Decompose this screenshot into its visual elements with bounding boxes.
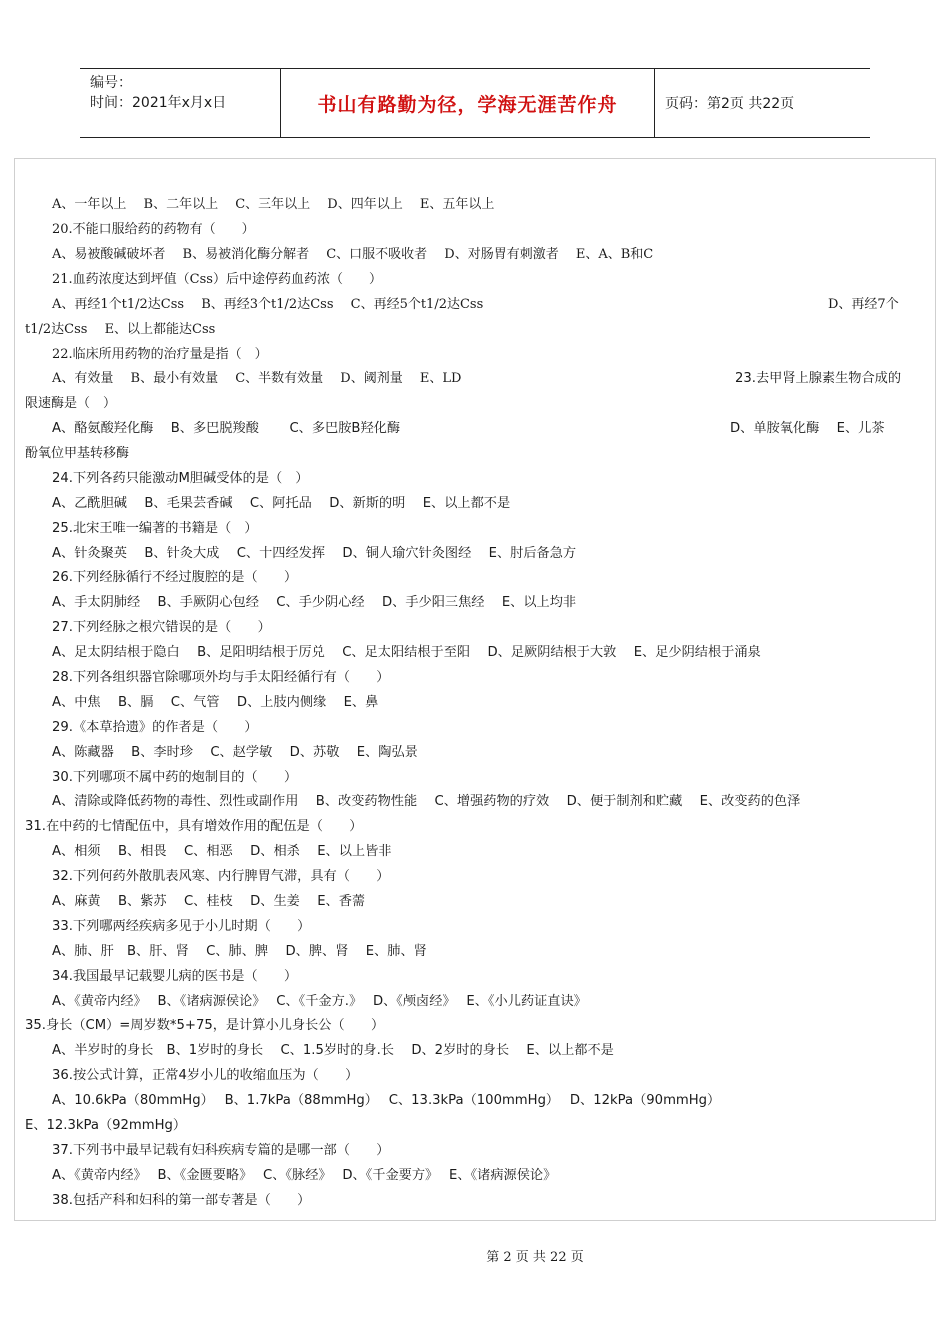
content-frame bbox=[14, 158, 936, 1221]
text-line: E、12.3kPa（92mmHg） bbox=[25, 1118, 187, 1133]
text-line: A、麻黄 B、紫苏 C、桂枝 D、生姜 E、香薷 bbox=[52, 894, 366, 909]
text-line: A、易被酸碱破坏者 B、易被消化酶分解者 C、口服不吸收者 D、对肠胃有刺激者 E、A、B和C bbox=[52, 247, 654, 262]
text-line: A、有效量 B、最小有效量 C、半数有效量 D、阈剂量 E、LD bbox=[52, 371, 462, 386]
text-line: t1/2达Css E、以上都能达Css bbox=[25, 322, 216, 337]
text-line: A、乙酰胆碱 B、毛果芸香碱 C、阿托品 D、新斯的明 E、以上都不是 bbox=[52, 496, 511, 511]
page-footer: 第 2 页 共 22 页 bbox=[486, 1250, 584, 1265]
text-line: A、《黄帝内经》 B、《诸病源侯论》 C、《千金方.》 D、《颅卤经》 E、《小儿药证直诀》 bbox=[52, 994, 587, 1009]
text-line: 36.按公式计算，正常4岁小儿的收缩血压为（ ） bbox=[52, 1068, 359, 1083]
document-number: 编号： bbox=[90, 75, 132, 91]
text-line: A、再经1个t1/2达Css B、再经3个t1/2达Css C、再经5个t1/2达Css bbox=[52, 297, 484, 312]
text-line: 29.《本草拾遗》的作者是（ ） bbox=[52, 720, 258, 735]
text-line: A、半岁时的身长 B、1岁时的身长 C、1.5岁时的身.长 D、2岁时的身长 E、以上都不是 bbox=[52, 1043, 614, 1058]
text-line: 34.我国最早记载婴儿病的医书是（ ） bbox=[52, 969, 298, 984]
text-line: 21.血药浓度达到坪值（Css）后中途停药血药浓（ ） bbox=[52, 272, 382, 287]
text-line: D、再经7个 bbox=[828, 297, 899, 312]
text-line: 24.下列各药只能激动Μ胆碱受体的是（ ） bbox=[52, 471, 309, 486]
text-line: 30.下列哪项不属中药的炮制目的（ ） bbox=[52, 770, 298, 785]
text-line: 37.下列书中最早记载有妇科疾病专篇的是哪一部（ ） bbox=[52, 1143, 390, 1158]
text-line: 38.包括产科和妇科的第一部专著是（ ） bbox=[52, 1193, 311, 1208]
text-line: D、单胺氧化酶 E、儿茶 bbox=[730, 421, 885, 436]
text-line: 28.下列各组织器官除哪项外均与手太阳经循行有（ ） bbox=[52, 670, 390, 685]
text-line: A、酪氨酸羟化酶 B、多巴脱羧酸 C、多巴胺Β羟化酶 bbox=[52, 421, 401, 436]
header-page-number: 页码：第2页 共22页 bbox=[665, 96, 795, 112]
text-line: 25.北宋王唯一编著的书籍是（ ） bbox=[52, 521, 258, 536]
text-line: A、肺、肝 B、肝、肾 C、肺、脾 D、脾、肾 E、肺、肾 bbox=[52, 944, 427, 959]
text-line: 23.去甲肾上腺素生物合成的 bbox=[735, 371, 902, 386]
text-line: A、10.6kPa（80mmHg） B、1.7kPa（88mmHg） C、13.3kPa（100mmHg） D、12kPa（90mmHg） bbox=[52, 1093, 721, 1108]
text-line: A、中焦 B、膈 C、气管 D、上肢内侧缘 E、鼻 bbox=[52, 695, 379, 710]
text-line: 酚氧位甲基转移酶 bbox=[25, 446, 130, 461]
text-line: A、足太阴结根于隐白 B、足阳明结根于厉兑 C、足太阳结根于至阳 D、足厥阴结根于大敦 E、足少阴结根于涌泉 bbox=[52, 645, 761, 660]
text-line: 33.下列哪两经疾病多见于小儿时期（ ） bbox=[52, 919, 311, 934]
text-line: 22.临床所用药物的治疗量是指（ ） bbox=[52, 347, 268, 362]
text-line: A、一年以上 B、二年以上 C、三年以上 D、四年以上 E、五年以上 bbox=[52, 197, 495, 212]
document-time: 时间：2021年x月x日 bbox=[90, 95, 227, 111]
text-line: 限速酶是（ ） bbox=[25, 396, 117, 411]
text-line: 20.不能口服给药的药物有（ ） bbox=[52, 222, 255, 237]
text-line: A、针灸聚英 B、针灸大成 C、十四经发挥 D、铜人瑜穴针灸图经 E、肘后备急方 bbox=[52, 546, 577, 561]
header-motto: 书山有路勤为径，学海无涯苦作舟 bbox=[281, 69, 655, 137]
page-header bbox=[80, 68, 870, 138]
text-line: A、相须 B、相畏 C、相恶 D、相杀 E、以上皆非 bbox=[52, 844, 392, 859]
text-line: 27.下列经脉之根穴错误的是（ ） bbox=[52, 620, 271, 635]
text-line: 26.下列经脉循行不经过腹腔的是（ ） bbox=[52, 570, 298, 585]
text-line: A、陈藏器 B、李时珍 C、赵学敏 D、苏敬 E、陶弘景 bbox=[52, 745, 418, 760]
text-line: A、手太阴肺经 B、手厥阴心包经 C、手少阴心经 D、手少阳三焦经 E、以上均非 bbox=[52, 595, 577, 610]
text-line: 31.在中药的七情配伍中，具有增效作用的配伍是（ ） bbox=[25, 819, 363, 834]
text-line: 32.下列何药外散肌表风寒、内行脾胃气滞，具有（ ） bbox=[52, 869, 390, 884]
text-line: A、清除或降低药物的毒性、烈性或副作用 B、改变药物性能 C、增强药物的疗效 D、便于制剂和贮藏 E、改变药的色泽 bbox=[52, 794, 801, 809]
text-line: A、《黄帝内经》 B、《金匮要略》 C、《脉经》 D、《千金要方》 E、《诸病源侯论》 bbox=[52, 1168, 557, 1183]
text-line: 35.身长（CM）=周岁数*5+75，是计算小儿身长公（ ） bbox=[25, 1018, 385, 1033]
header-meta bbox=[80, 69, 281, 137]
